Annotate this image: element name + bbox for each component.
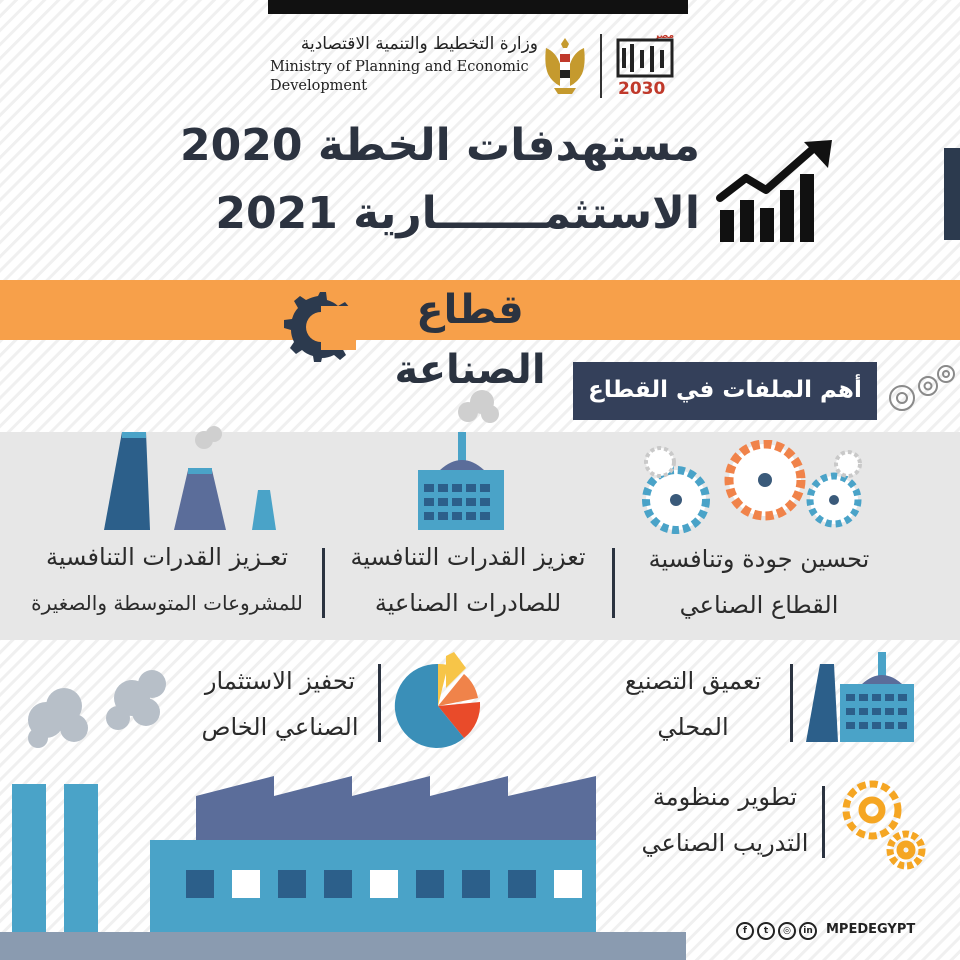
factory-plant-icon xyxy=(806,650,916,744)
file-card-quality xyxy=(628,536,890,628)
ministry-name-en-line1: Ministry of Planning and Economic xyxy=(270,59,529,75)
right-edge-strip xyxy=(944,148,960,240)
file-card-deepening-line1: تعميق التصنيع xyxy=(624,667,762,695)
file-card-deepening xyxy=(604,658,782,750)
ministry-name-ar: وزارة التخطيط والتنمية الاقتصادية xyxy=(300,34,538,54)
ministry-name-en-line2: Development xyxy=(270,78,368,94)
ministry-name-en xyxy=(270,58,530,96)
egypt-eagle-emblem xyxy=(540,34,590,98)
file-card-training-line1: تطوير منظومة xyxy=(652,783,798,811)
instagram-icon[interactable]: ◎ xyxy=(778,922,796,940)
orange-gears-icon xyxy=(832,768,932,876)
file-card-sme-line2: للمشروعات المتوسطة والصغيرة xyxy=(31,591,303,615)
card-divider-4 xyxy=(790,664,793,742)
file-card-training-line2: التدريب الصناعي xyxy=(641,829,809,857)
svg-text:2030: 2030 xyxy=(618,79,666,99)
cooling-towers-icon xyxy=(100,426,290,534)
card-divider-2 xyxy=(322,548,325,618)
file-card-investment-line2: الصناعي الخاص xyxy=(201,713,359,741)
header-divider xyxy=(600,34,602,98)
card-divider-5 xyxy=(378,664,381,742)
social-icons xyxy=(736,922,817,940)
file-card-quality-line1: تحسين جودة وتنافسية xyxy=(648,545,870,573)
factory-illustration xyxy=(0,772,700,960)
file-card-investment xyxy=(186,658,374,750)
sector-title: قطاع الصناعة xyxy=(394,287,546,393)
page-title-line1: مستهدفات الخطة 2020 xyxy=(180,120,700,171)
file-card-exports xyxy=(336,534,600,626)
smoke-clouds-icon xyxy=(20,668,180,752)
vision-logo-top-text: مصر xyxy=(654,31,675,41)
file-card-exports-line1: تعزيز القدرات التنافسية xyxy=(350,543,586,571)
card-divider-6 xyxy=(822,786,825,858)
linkedin-icon[interactable]: in xyxy=(799,922,817,940)
file-card-investment-line1: تحفيز الاستثمار xyxy=(204,667,356,695)
file-card-sme-line1: تعـزيز القدرات التنافسية xyxy=(45,543,289,571)
facebook-icon[interactable]: f xyxy=(736,922,754,940)
page-title-line2: الاستثمـــــــارية 2021 xyxy=(215,188,700,239)
vision-2030-logo xyxy=(614,28,676,100)
twitter-icon[interactable]: t xyxy=(757,922,775,940)
social-handle: MPEDEGYPT xyxy=(826,922,916,937)
small-gears-icon xyxy=(880,362,960,422)
people-gears-icon xyxy=(632,440,872,540)
pie-chart-icon xyxy=(394,650,490,754)
file-card-exports-line2: للصادرات الصناعية xyxy=(374,589,562,617)
file-card-deepening-line2: المحلي xyxy=(657,713,729,741)
card-divider-1 xyxy=(612,548,615,618)
file-card-quality-line2: القطاع الصناعي xyxy=(679,591,839,619)
key-files-label: أهم الملفات في القطاع xyxy=(573,362,877,420)
factory-building-icon xyxy=(410,388,510,532)
top-bar xyxy=(268,0,688,14)
growth-chart-icon xyxy=(716,138,836,244)
file-card-sme xyxy=(14,534,320,626)
